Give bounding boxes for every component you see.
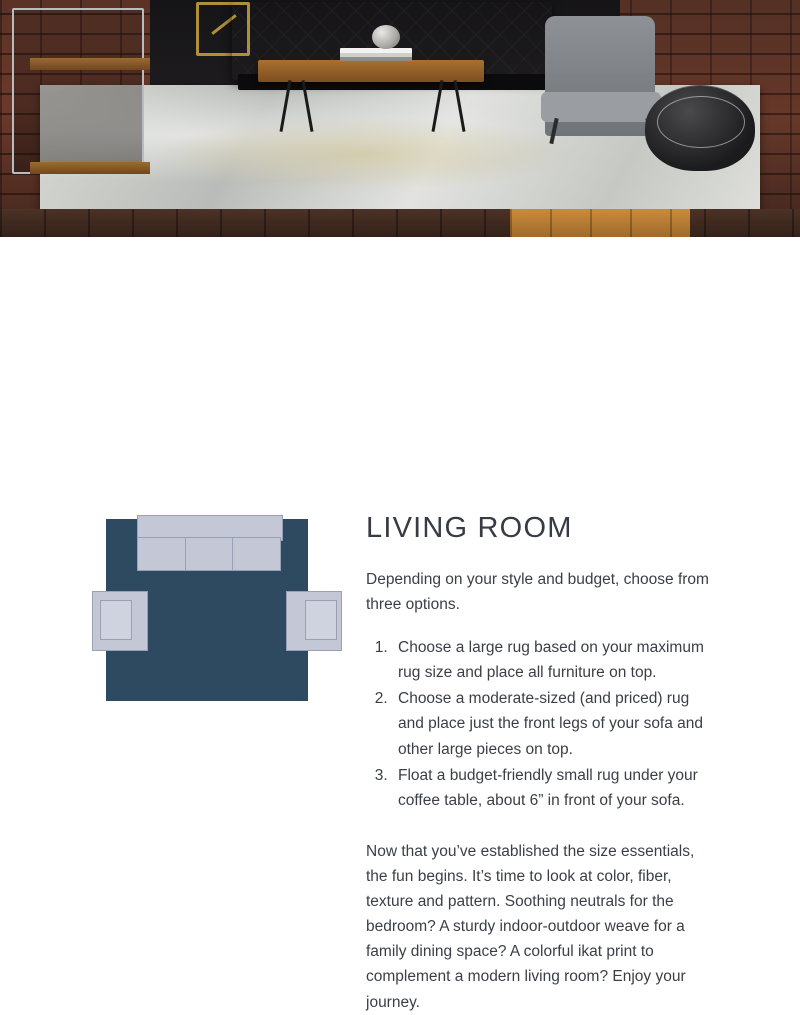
- list-item: 1. Choose a large rug based on your maximum rug size and place all furniture on top.: [392, 635, 712, 685]
- list-item: 3. Float a budget-friendly small rug under your coffee table, about 6” in front of your sofa.: [392, 763, 712, 813]
- intro-paragraph: Depending on your style and budget, choose from three options.: [366, 570, 709, 613]
- wood-floor-highlight: [510, 209, 690, 237]
- rug-layout-diagram: [106, 519, 348, 711]
- diagram-sofa-cushion: [138, 538, 186, 570]
- live-edge-coffee-table: [258, 60, 484, 82]
- bar-cart-shelf-bottom: [30, 162, 150, 174]
- diagram-sofa-seat: [137, 537, 281, 571]
- bar-cart: [12, 8, 144, 174]
- stacked-books: [340, 48, 412, 61]
- armchair-seat: [541, 92, 661, 122]
- text-column: [366, 513, 712, 1015]
- diagram-sofa-cushion: [233, 538, 280, 570]
- closing-paragraph: Now that you’ve established the size essentials, the fun begins. It’s time to look at color, fiber, texture and pattern. Soothing neutrals for the bedroom? A sturdy indoor-outdoor weave for a family dining space? A colorful ikat print to complement a modern living room? Enjoy your journey.: [366, 842, 695, 1011]
- diagram-armchair-right: [286, 591, 342, 651]
- hero-photo: [0, 0, 800, 237]
- decorative-orb: [372, 25, 400, 49]
- diagram-sofa-cushion: [186, 538, 234, 570]
- article-section: [0, 237, 800, 1011]
- diagram-armchair-left: [92, 591, 148, 651]
- coffee-table-hairpin-legs: [270, 80, 470, 132]
- list-item: 2. Choose a moderate-sized (and priced) rug and place just the front legs of your sofa and other large pieces on top.: [392, 686, 712, 761]
- bar-cart-shelf-top: [30, 58, 150, 70]
- options-list: [366, 635, 712, 813]
- leather-pouf: [645, 85, 755, 171]
- page-title: LIVING ROOM: [366, 512, 573, 544]
